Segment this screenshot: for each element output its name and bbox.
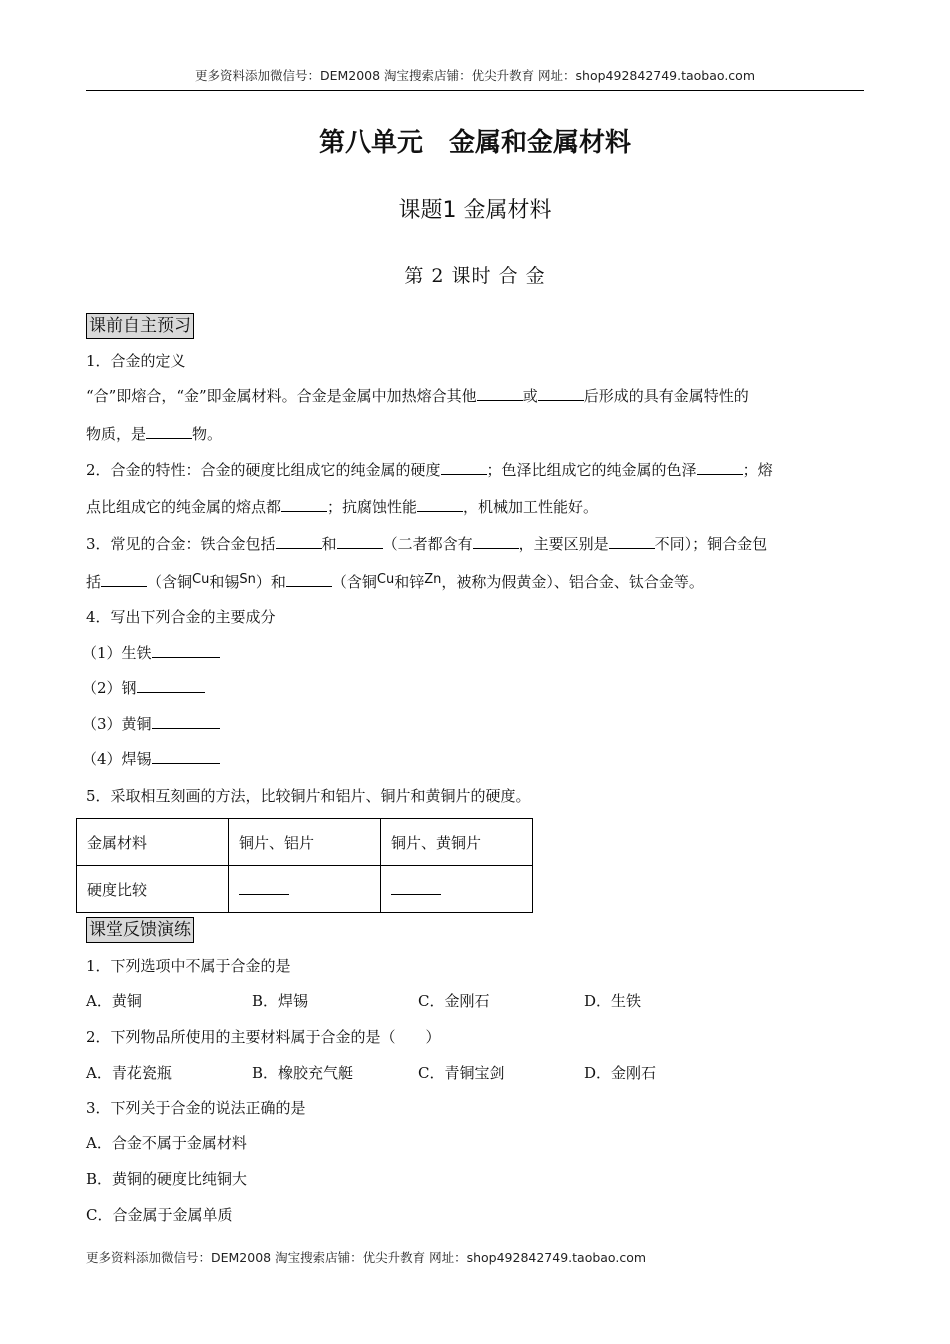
fill-blank[interactable] bbox=[137, 678, 205, 693]
fill-blank[interactable] bbox=[101, 572, 147, 587]
table-cell bbox=[381, 866, 533, 913]
option-d[interactable]: D．金刚石 bbox=[584, 1064, 657, 1082]
option-a[interactable]: A．黄铜 bbox=[86, 992, 142, 1010]
q4-title: 4．写出下列合金的主要成分 bbox=[86, 608, 276, 626]
fill-blank[interactable] bbox=[281, 497, 327, 512]
practice-q2-options bbox=[86, 1063, 750, 1083]
fill-blank[interactable] bbox=[609, 534, 655, 549]
table-cell: 铜片、铝片 bbox=[229, 819, 381, 866]
page-footer: 更多资料添加微信号：DEM2008 淘宝搜索店铺：优尖升教育 网址：shop492842749.taobao.com bbox=[86, 1250, 647, 1265]
q1-line2: 物质，是 物。 bbox=[86, 425, 223, 443]
q4-item-3: （3）黄铜 bbox=[82, 714, 220, 734]
unit-title: 第八单元 金属和金属材料 bbox=[318, 128, 631, 158]
q3-line1: 3．常见的合金：铁合金包括 和 （二者都含有 ，主要区别是 不同）；铜合金包 bbox=[86, 535, 768, 553]
fill-blank[interactable] bbox=[152, 749, 220, 764]
table-cell: 铜片、黄铜片 bbox=[381, 819, 533, 866]
table-row bbox=[77, 819, 533, 866]
option-c[interactable]: C．青铜宝剑 bbox=[418, 1064, 505, 1082]
table-row bbox=[77, 866, 533, 913]
table-cell: 金属材料 bbox=[77, 819, 229, 866]
page-header: 更多资料添加微信号：DEM2008 淘宝搜索店铺：优尖升教育 网址：shop492842749.taobao.com bbox=[86, 66, 864, 91]
section-preview-tag: 课前自主预习 bbox=[86, 313, 194, 339]
fill-blank[interactable] bbox=[417, 497, 463, 512]
practice-q3: 3．下列关于合金的说法正确的是 bbox=[86, 1099, 306, 1117]
fill-blank[interactable] bbox=[152, 643, 220, 658]
q4-item-2: （2）钢 bbox=[82, 678, 205, 698]
practice-q1: 1．下列选项中不属于合金的是 bbox=[86, 957, 291, 975]
practice-q2: 2．下列物品所使用的主要材料属于合金的是（ ） bbox=[86, 1028, 441, 1046]
lesson-title: 第 2 课时 合 金 bbox=[404, 265, 546, 287]
fill-blank[interactable] bbox=[239, 880, 289, 895]
chem-symbol-sn: Sn bbox=[239, 572, 256, 587]
chem-symbol-cu: Cu bbox=[192, 572, 210, 587]
option-b[interactable]: B．焊锡 bbox=[252, 992, 309, 1010]
chem-symbol-cu: Cu bbox=[376, 572, 395, 587]
q5-title: 5．采取相互刻画的方法，比较铜片和铝片、铜片和黄铜片的硬度。 bbox=[86, 787, 531, 805]
chem-symbol-zn: Zn bbox=[424, 572, 442, 587]
fill-blank[interactable] bbox=[391, 880, 441, 895]
q1-title: 1．合金的定义 bbox=[86, 352, 186, 370]
table-cell bbox=[229, 866, 381, 913]
practice-q1-options bbox=[86, 991, 750, 1011]
option-c[interactable]: C．合金属于金属单质 bbox=[86, 1206, 233, 1224]
q3-line2: 括 （含铜Cu和锡Sn）和 （含铜Cu和锌Zn，被称为假黄金）、铝合金、钛合金等。 bbox=[86, 572, 704, 591]
q4-item-1: （1）生铁 bbox=[82, 643, 220, 663]
fill-blank[interactable] bbox=[473, 534, 519, 549]
topic-title: 课题1 金属材料 bbox=[398, 198, 552, 223]
fill-blank[interactable] bbox=[697, 460, 743, 475]
q2-line1: 2．合金的特性：合金的硬度比组成它的纯金属的硬度 ；色泽比组成它的纯金属的色泽 ；熔 bbox=[86, 461, 773, 479]
fill-blank[interactable] bbox=[477, 386, 523, 401]
q4-item-4: （4）焊锡 bbox=[82, 749, 220, 769]
fill-blank[interactable] bbox=[337, 534, 383, 549]
section-practice-tag: 课堂反馈演练 bbox=[86, 917, 194, 943]
fill-blank[interactable] bbox=[441, 460, 487, 475]
option-b[interactable]: B．橡胶充气艇 bbox=[252, 1064, 354, 1082]
table-cell: 硬度比较 bbox=[77, 866, 229, 913]
option-d[interactable]: D．生铁 bbox=[584, 992, 642, 1010]
fill-blank[interactable] bbox=[152, 714, 220, 729]
q1-line1: “合”即熔合，“金”即金属材料。合金是金属中加热熔合其他 或 后形成的具有金属特性的 bbox=[86, 387, 749, 405]
option-b[interactable]: B．黄铜的硬度比纯铜大 bbox=[86, 1170, 248, 1188]
option-a[interactable]: A．合金不属于金属材料 bbox=[86, 1134, 247, 1152]
hardness-table bbox=[76, 818, 533, 913]
q2-line2: 点比组成它的纯金属的熔点都 ；抗腐蚀性能 ，机械加工性能好。 bbox=[86, 498, 599, 516]
fill-blank[interactable] bbox=[538, 386, 584, 401]
fill-blank[interactable] bbox=[276, 534, 322, 549]
option-a[interactable]: A．青花瓷瓶 bbox=[86, 1064, 172, 1082]
option-c[interactable]: C．金刚石 bbox=[418, 992, 490, 1010]
fill-blank[interactable] bbox=[146, 424, 192, 439]
fill-blank[interactable] bbox=[286, 572, 332, 587]
